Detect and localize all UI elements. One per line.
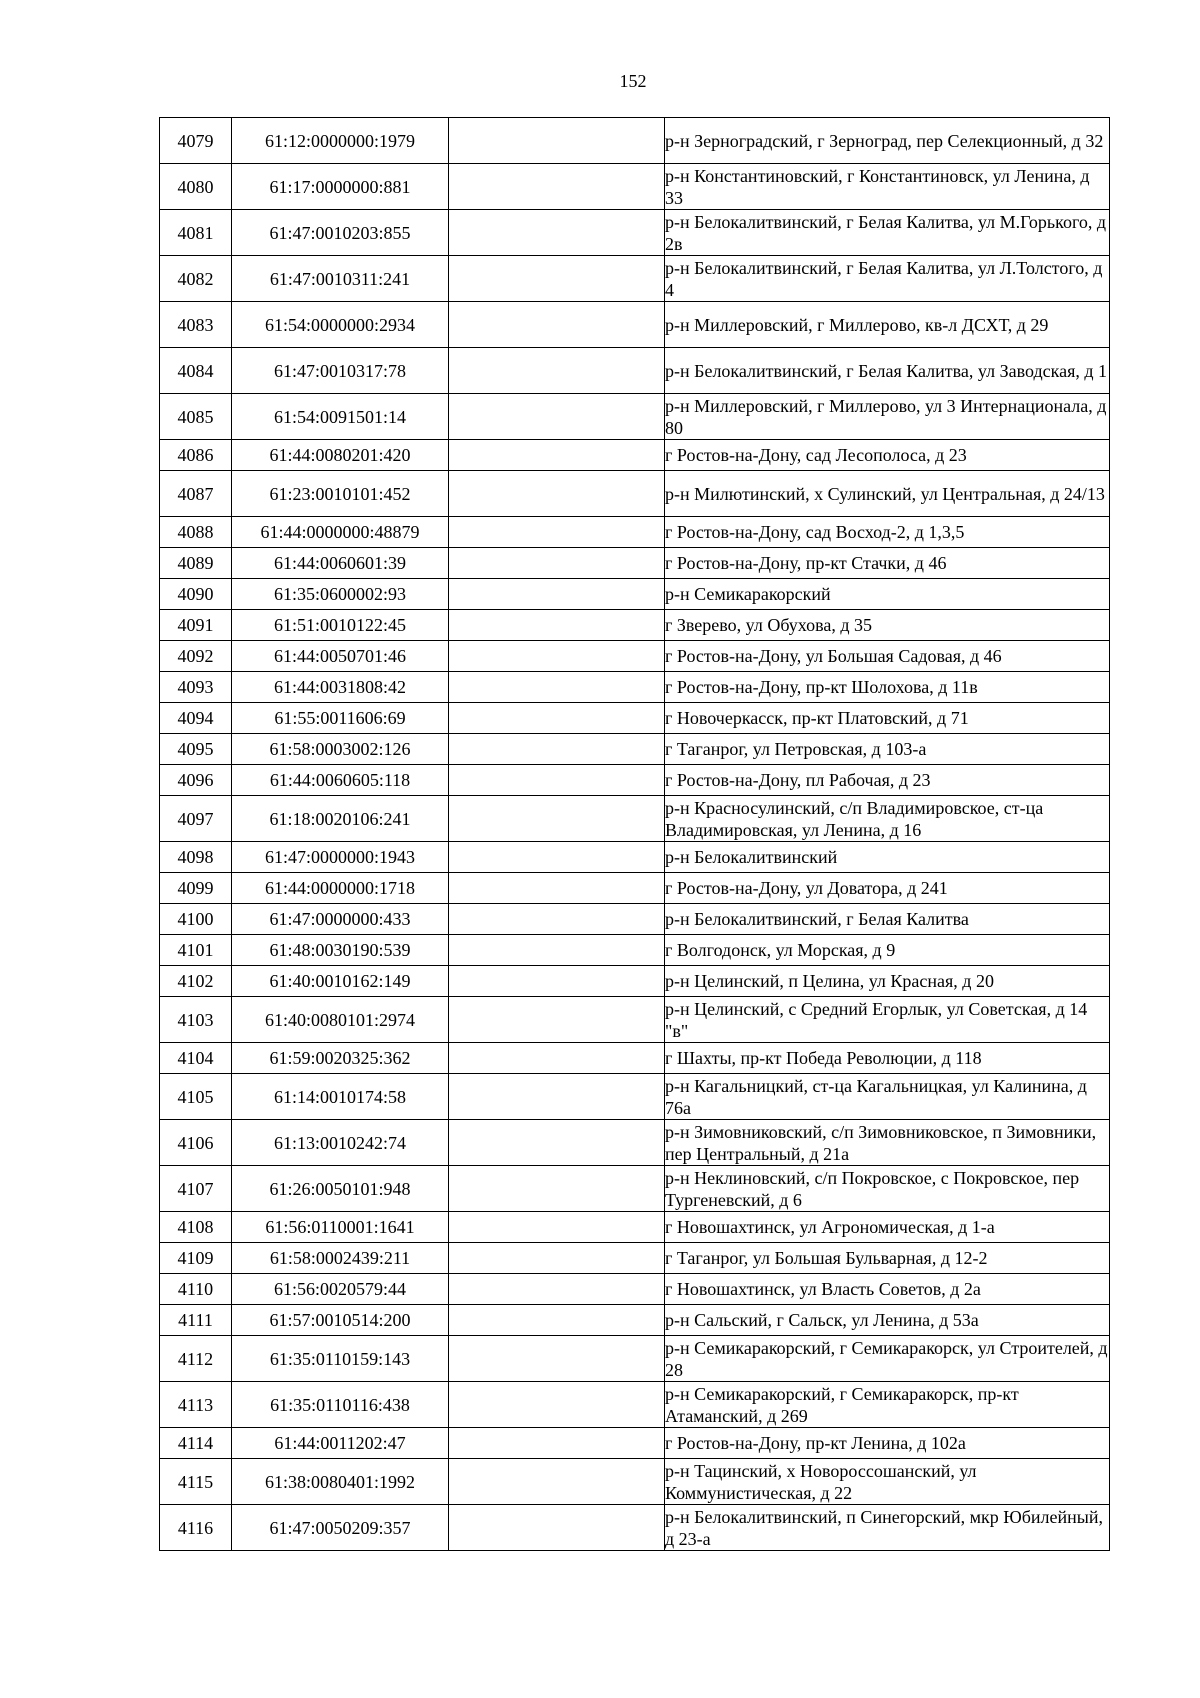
row-number-cell: 4079 [160, 118, 232, 164]
table-row [160, 997, 1110, 1043]
address-cell: р-н Белокалитвинский, г Белая Калитва, ул Л.Толстого, д 4 [665, 256, 1110, 302]
row-number-cell: 4115 [160, 1459, 232, 1505]
cadastral-number-cell: 61:26:0050101:948 [232, 1166, 449, 1212]
table-row [160, 1243, 1110, 1274]
cadastral-number-cell: 61:58:0002439:211 [232, 1243, 449, 1274]
row-number-cell: 4085 [160, 394, 232, 440]
row-number-cell: 4116 [160, 1505, 232, 1551]
empty-cell [449, 672, 665, 703]
table-row [160, 440, 1110, 471]
address-cell: г Ростов-на-Дону, сад Лесополоса, д 23 [665, 440, 1110, 471]
empty-cell [449, 1428, 665, 1459]
address-cell: р-н Семикаракорский, г Семикаракорск, ул Строителей, д 28 [665, 1337, 1108, 1380]
table-row [160, 966, 1110, 997]
row-number-cell: 4088 [160, 517, 232, 548]
row-number-cell: 4092 [160, 641, 232, 672]
cadastral-number-cell: 61:12:0000000:1979 [232, 118, 449, 164]
table-row [160, 765, 1110, 796]
address-cell: р-н Миллеровский, г Миллерово, ул 3 Интернационала, д 80 [665, 394, 1110, 440]
empty-cell [449, 440, 665, 471]
cadastral-number-cell: 61:56:0110001:1641 [232, 1212, 449, 1243]
registry-table [159, 117, 1110, 1551]
table-row [160, 471, 1110, 517]
empty-cell [449, 548, 665, 579]
address-cell: г Таганрог, ул Большая Бульварная, д 12-2 [665, 1243, 1110, 1274]
empty-cell [449, 302, 665, 348]
cadastral-number-cell: 61:44:0031808:42 [232, 672, 449, 703]
address-cell: р-н Семикаракорский, г Семикаракорск, пр-кт Атаманский, д 269 [665, 1382, 1110, 1428]
address-cell: г Ростов-на-Дону, ул Большая Садовая, д 46 [665, 641, 1110, 672]
table-row [160, 904, 1110, 935]
address-cell: р-н Кагальницкий, ст-ца Кагальницкая, ул Калинина, д 76а [665, 1074, 1110, 1120]
cadastral-number-cell: 61:47:0010317:78 [232, 348, 449, 394]
cadastral-number-cell: 61:47:0010203:855 [232, 210, 449, 256]
empty-cell [449, 842, 665, 873]
cadastral-number-cell: 61:14:0010174:58 [232, 1074, 449, 1120]
row-number-cell: 4108 [160, 1212, 232, 1243]
address-cell: г Таганрог, ул Петровская, д 103-а [665, 734, 1110, 765]
address-cell: р-н Белокалитвинский [665, 842, 1110, 873]
table-row [160, 1305, 1110, 1336]
empty-cell [449, 164, 665, 210]
table-row [160, 394, 1110, 440]
table-row [160, 1382, 1110, 1428]
cadastral-number-cell: 61:59:0020325:362 [232, 1043, 449, 1074]
address-cell: г Новошахтинск, ул Агрономическая, д 1-а [665, 1212, 1110, 1243]
cadastral-number-cell: 61:58:0003002:126 [232, 734, 449, 765]
table-row [160, 1120, 1110, 1166]
row-number-cell: 4080 [160, 164, 232, 210]
table-row [160, 796, 1110, 842]
empty-cell [449, 256, 665, 302]
empty-cell [449, 579, 665, 610]
table-row [160, 842, 1110, 873]
cadastral-number-cell: 61:44:0060601:39 [232, 548, 449, 579]
address-cell: р-н Неклиновский, с/п Покровское, с Покровское, пер Тургеневский, д 6 [665, 1166, 1110, 1212]
table-row [160, 302, 1110, 348]
empty-cell [449, 210, 665, 256]
row-number-cell: 4095 [160, 734, 232, 765]
cadastral-number-cell: 61:47:0000000:433 [232, 904, 449, 935]
address-cell: р-н Целинский, с Средний Егорлык, ул Советская, д 14 "в" [665, 997, 1110, 1043]
empty-cell [449, 1120, 665, 1166]
empty-cell [449, 1074, 665, 1120]
row-number-cell: 4082 [160, 256, 232, 302]
address-cell: г Ростов-на-Дону, пр-кт Шолохова, д 11в [665, 672, 1110, 703]
address-cell: г Волгодонск, ул Морская, д 9 [665, 935, 1110, 966]
registry-table-body [160, 118, 1110, 1551]
address-cell: г Новочеркасск, пр-кт Платовский, д 71 [665, 703, 1110, 734]
empty-cell [449, 1336, 665, 1382]
table-row [160, 1336, 1110, 1382]
row-number-cell: 4103 [160, 997, 232, 1043]
cadastral-number-cell: 61:35:0110159:143 [232, 1336, 449, 1382]
table-row [160, 164, 1110, 210]
table-row [160, 579, 1110, 610]
empty-cell [449, 1305, 665, 1336]
row-number-cell: 4090 [160, 579, 232, 610]
table-row [160, 118, 1110, 164]
cadastral-number-cell: 61:54:0000000:2934 [232, 302, 449, 348]
cadastral-number-cell: 61:47:0010311:241 [232, 256, 449, 302]
table-row [160, 1212, 1110, 1243]
cadastral-number-cell: 61:48:0030190:539 [232, 935, 449, 966]
cadastral-number-cell: 61:40:0010162:149 [232, 966, 449, 997]
address-cell: г Ростов-на-Дону, ул Доватора, д 241 [665, 873, 1110, 904]
row-number-cell: 4086 [160, 440, 232, 471]
address-cell: г Новошахтинск, ул Власть Советов, д 2а [665, 1274, 1110, 1305]
address-cell: р-н Сальский, г Сальск, ул Ленина, д 53а [665, 1305, 1110, 1336]
empty-cell [449, 734, 665, 765]
table-row [160, 1505, 1110, 1551]
cadastral-number-cell: 61:44:0060605:118 [232, 765, 449, 796]
cadastral-number-cell: 61:17:0000000:881 [232, 164, 449, 210]
row-number-cell: 4089 [160, 548, 232, 579]
cadastral-number-cell: 61:44:0000000:1718 [232, 873, 449, 904]
empty-cell [449, 966, 665, 997]
address-cell: р-н Целинский, п Целина, ул Красная, д 20 [665, 966, 1110, 997]
cadastral-number-cell: 61:57:0010514:200 [232, 1305, 449, 1336]
cadastral-number-cell: 61:51:0010122:45 [232, 610, 449, 641]
row-number-cell: 4097 [160, 796, 232, 842]
table-row [160, 935, 1110, 966]
table-row [160, 1043, 1110, 1074]
empty-cell [449, 997, 665, 1043]
empty-cell [449, 765, 665, 796]
cadastral-number-cell: 61:44:0050701:46 [232, 641, 449, 672]
row-number-cell: 4091 [160, 610, 232, 641]
table-row [160, 1459, 1110, 1505]
table-row [160, 548, 1110, 579]
empty-cell [449, 1382, 665, 1428]
empty-cell [449, 935, 665, 966]
empty-cell [449, 1212, 665, 1243]
empty-cell [449, 348, 665, 394]
cadastral-number-cell: 61:54:0091501:14 [232, 394, 449, 440]
address-cell: р-н Семикаракорский [665, 579, 1110, 610]
table-row [160, 672, 1110, 703]
address-cell: р-н Зимовниковский, с/п Зимовниковское, п Зимовники, пер Центральный, д 21а [665, 1120, 1110, 1166]
address-cell: р-н Тацинский, х Новороссошанский, ул Коммунистическая, д 22 [665, 1459, 1110, 1505]
table-row [160, 256, 1110, 302]
row-number-cell: 4081 [160, 210, 232, 256]
empty-cell [449, 1043, 665, 1074]
row-number-cell: 4084 [160, 348, 232, 394]
cadastral-number-cell: 61:23:0010101:452 [232, 471, 449, 517]
row-number-cell: 4106 [160, 1120, 232, 1166]
empty-cell [449, 703, 665, 734]
row-number-cell: 4094 [160, 703, 232, 734]
row-number-cell: 4114 [160, 1428, 232, 1459]
row-number-cell: 4100 [160, 904, 232, 935]
address-cell: г Ростов-на-Дону, сад Восход-2, д 1,3,5 [665, 517, 1110, 548]
row-number-cell: 4104 [160, 1043, 232, 1074]
empty-cell [449, 1166, 665, 1212]
table-row [160, 210, 1110, 256]
address-cell: г Зверево, ул Обухова, д 35 [665, 610, 1110, 641]
table-row [160, 1166, 1110, 1212]
cadastral-number-cell: 61:18:0020106:241 [232, 796, 449, 842]
row-number-cell: 4112 [160, 1336, 232, 1382]
address-cell: г Ростов-на-Дону, пл Рабочая, д 23 [665, 765, 1110, 796]
cadastral-number-cell: 61:35:0110116:438 [232, 1382, 449, 1428]
row-number-cell: 4096 [160, 765, 232, 796]
row-number-cell: 4113 [160, 1382, 232, 1428]
address-cell: р-н Константиновский, г Константиновск, ул Ленина, д 33 [665, 164, 1110, 210]
row-number-cell: 4083 [160, 302, 232, 348]
empty-cell [449, 1505, 665, 1551]
empty-cell [449, 394, 665, 440]
cadastral-number-cell: 61:55:0011606:69 [232, 703, 449, 734]
row-number-cell: 4101 [160, 935, 232, 966]
table-row [160, 1274, 1110, 1305]
row-number-cell: 4111 [160, 1305, 232, 1336]
page-number: 152 [619, 71, 647, 91]
cadastral-number-cell: 61:40:0080101:2974 [232, 997, 449, 1043]
address-cell: р-н Белокалитвинский, г Белая Калитва [665, 904, 1110, 935]
empty-cell [449, 873, 665, 904]
table-row [160, 610, 1110, 641]
empty-cell [449, 610, 665, 641]
table-row [160, 734, 1110, 765]
address-cell: р-н Миллеровский, г Миллерово, кв-л ДСХТ, д 29 [665, 302, 1110, 348]
table-row [160, 348, 1110, 394]
address-cell: г Шахты, пр-кт Победа Революции, д 118 [665, 1043, 1110, 1074]
row-number-cell: 4099 [160, 873, 232, 904]
cadastral-number-cell: 61:47:0050209:357 [232, 1505, 449, 1551]
empty-cell [449, 1459, 665, 1505]
address-cell: г Ростов-на-Дону, пр-кт Стачки, д 46 [665, 548, 1110, 579]
cadastral-number-cell: 61:13:0010242:74 [232, 1120, 449, 1166]
cadastral-number-cell: 61:44:0000000:48879 [232, 517, 449, 548]
cadastral-number-cell: 61:38:0080401:1992 [232, 1459, 449, 1505]
table-row [160, 517, 1110, 548]
address-cell: г Ростов-на-Дону, пр-кт Ленина, д 102а [665, 1428, 1110, 1459]
empty-cell [449, 118, 665, 164]
table-row [160, 1428, 1110, 1459]
empty-cell [449, 1243, 665, 1274]
empty-cell [449, 904, 665, 935]
row-number-cell: 4102 [160, 966, 232, 997]
empty-cell [449, 471, 665, 517]
cadastral-number-cell: 61:35:0600002:93 [232, 579, 449, 610]
row-number-cell: 4110 [160, 1274, 232, 1305]
table-row [160, 1074, 1110, 1120]
empty-cell [449, 641, 665, 672]
table-row [160, 641, 1110, 672]
row-number-cell: 4098 [160, 842, 232, 873]
address-cell: р-н Красносулинский, с/п Владимировское, ст-ца Владимировская, ул Ленина, д 16 [665, 796, 1110, 842]
row-number-cell: 4093 [160, 672, 232, 703]
table-row [160, 703, 1110, 734]
address-cell: р-н Зерноградский, г Зерноград, пер Селекционный, д 32 [665, 118, 1110, 164]
address-cell: р-н Белокалитвинский, п Синегорский, мкр Юбилейный, д 23-а [665, 1505, 1110, 1551]
row-number-cell: 4105 [160, 1074, 232, 1120]
empty-cell [449, 796, 665, 842]
row-number-cell: 4107 [160, 1166, 232, 1212]
address-cell: р-н Белокалитвинский, г Белая Калитва, ул Заводская, д 1 [665, 348, 1110, 394]
cadastral-number-cell: 61:44:0011202:47 [232, 1428, 449, 1459]
row-number-cell: 4087 [160, 471, 232, 517]
empty-cell [449, 517, 665, 548]
cadastral-number-cell: 61:47:0000000:1943 [232, 842, 449, 873]
cadastral-number-cell: 61:56:0020579:44 [232, 1274, 449, 1305]
cadastral-number-cell: 61:44:0080201:420 [232, 440, 449, 471]
address-cell: р-н Белокалитвинский, г Белая Калитва, ул М.Горького, д 2в [665, 210, 1110, 256]
row-number-cell: 4109 [160, 1243, 232, 1274]
table-row [160, 873, 1110, 904]
empty-cell [449, 1274, 665, 1305]
address-cell: р-н Милютинский, х Сулинский, ул Центральная, д 24/13 [665, 471, 1110, 517]
